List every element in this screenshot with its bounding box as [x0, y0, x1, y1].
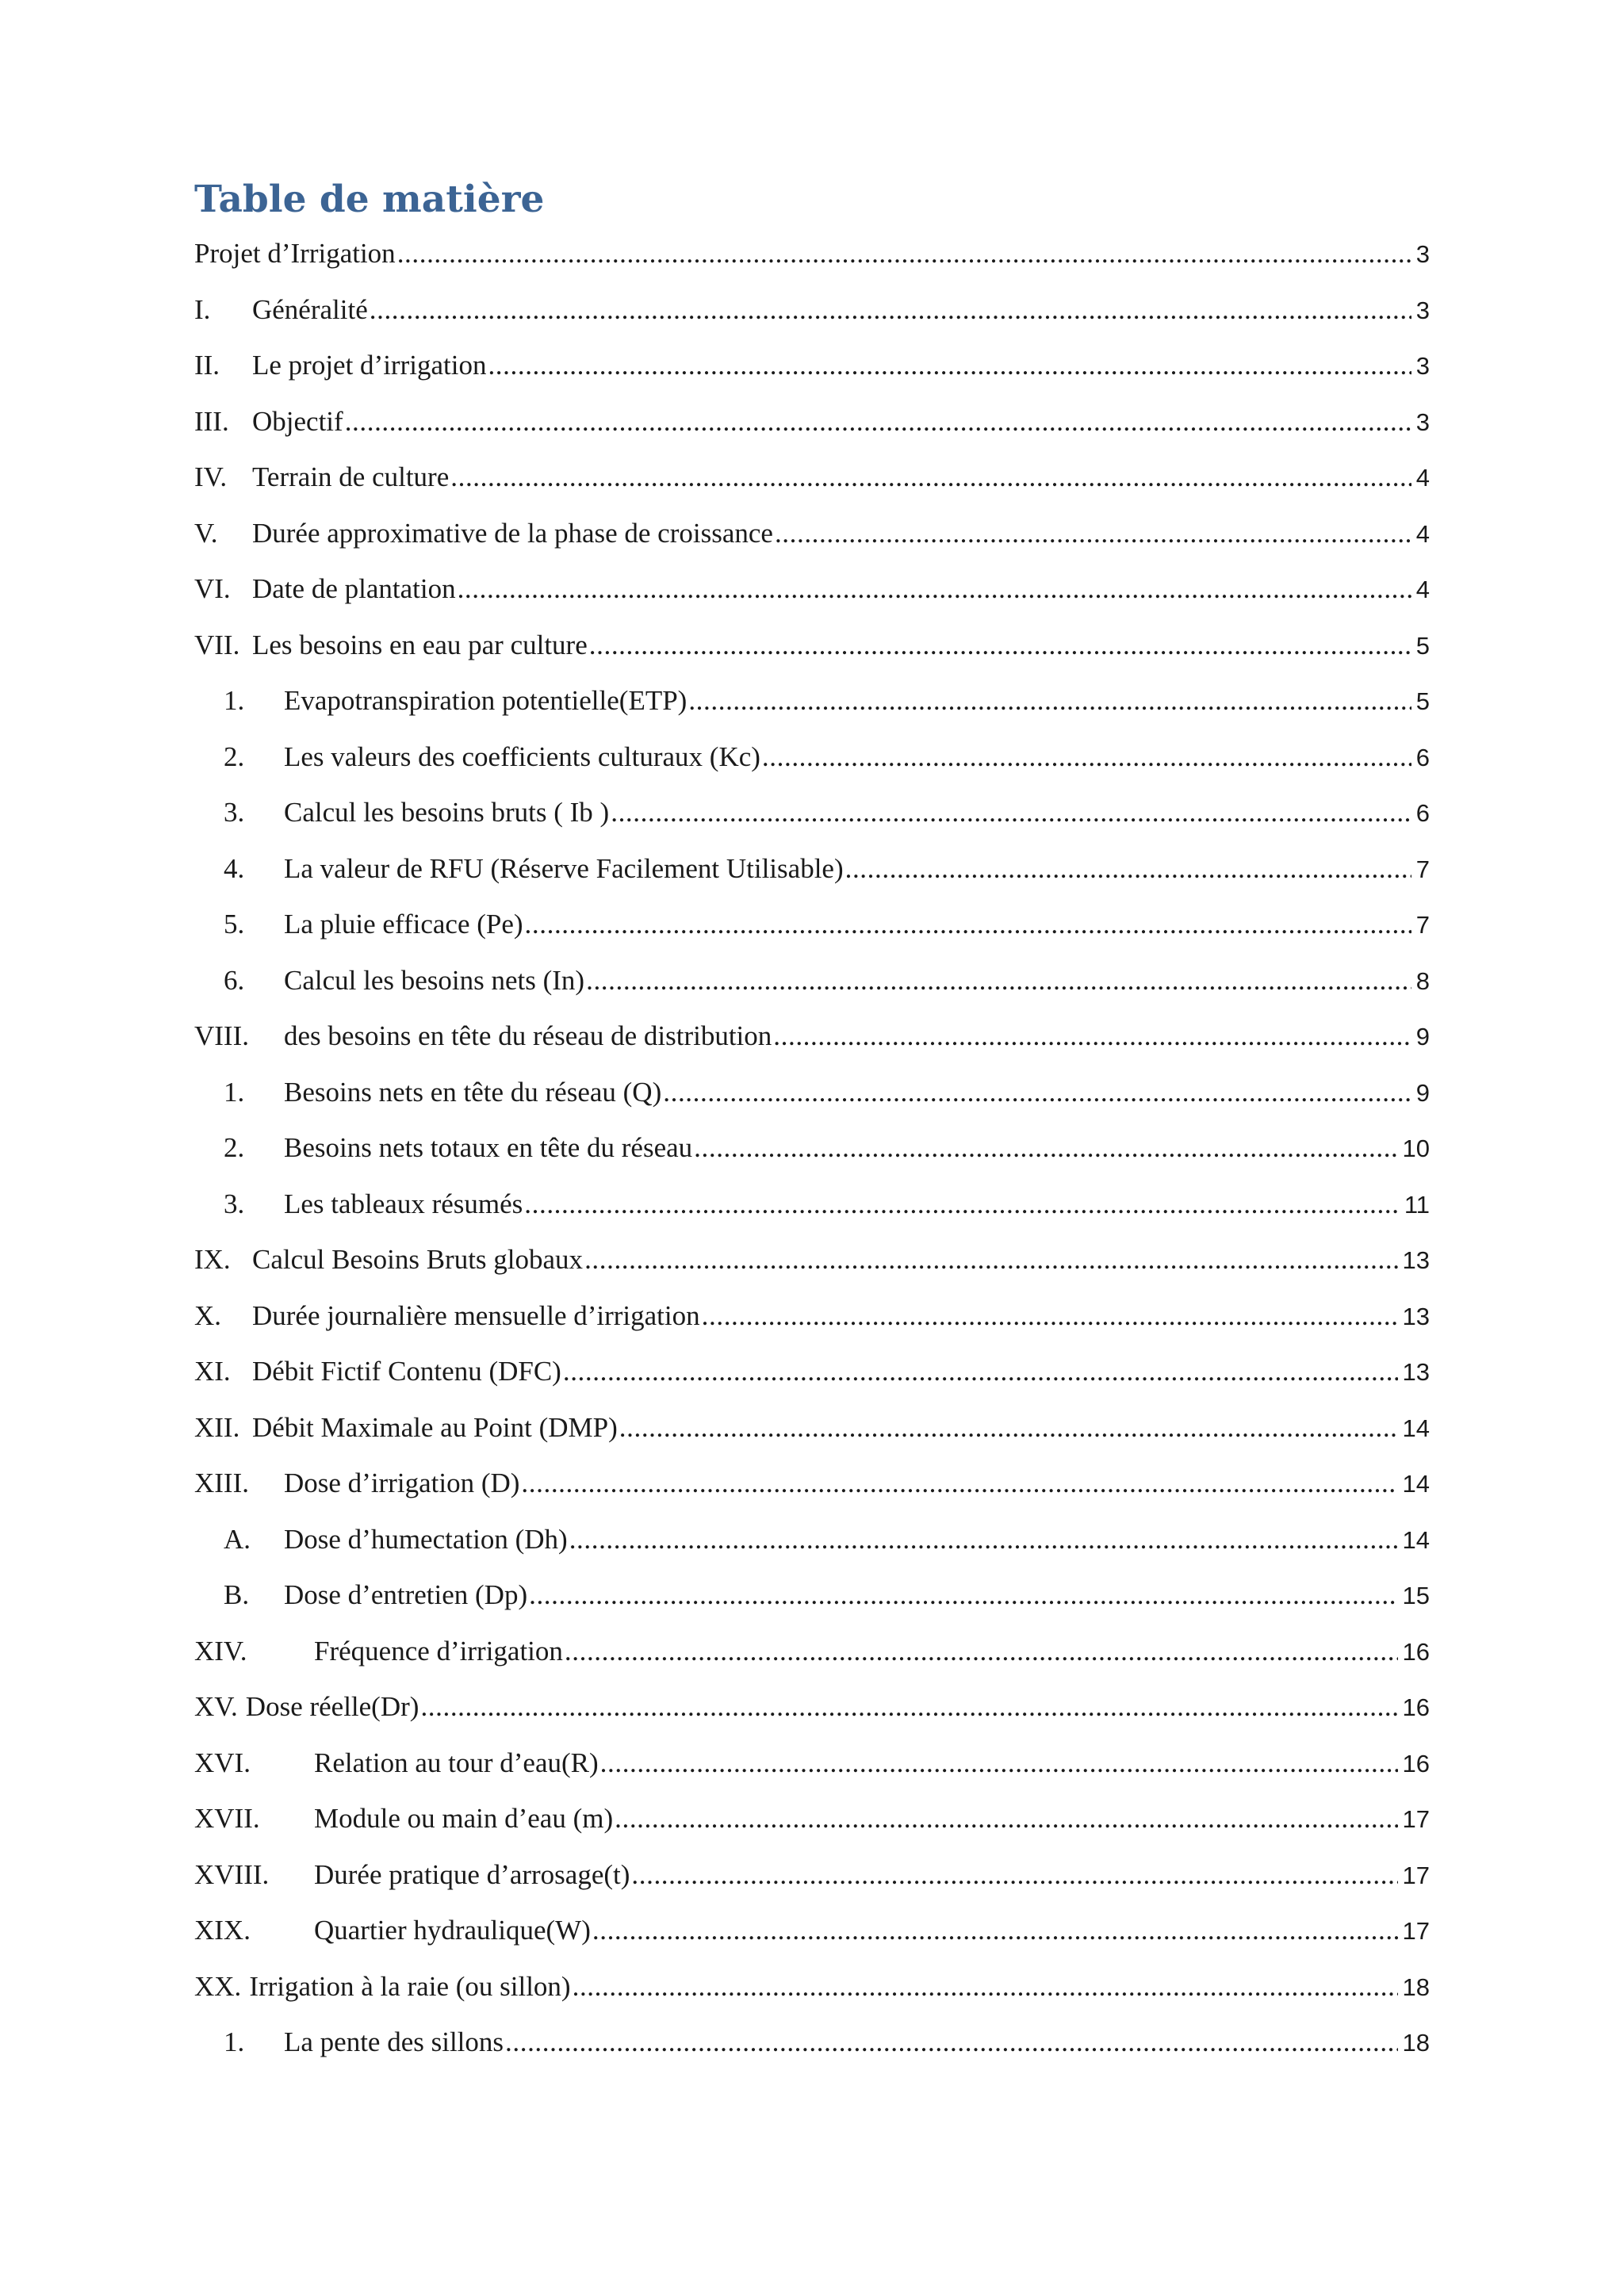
toc-entry-title: Calcul les besoins bruts ( Ib ): [284, 797, 610, 828]
toc-entry-page-number: 17: [1402, 1805, 1430, 1833]
toc-entry[interactable]: [0, 1011, 1624, 1067]
toc-entry-number: XV.: [194, 1691, 238, 1722]
toc-entry-number: 5.: [224, 909, 245, 939]
toc-entry[interactable]: [0, 899, 1624, 955]
toc-entry[interactable]: [0, 732, 1624, 788]
toc-entry-title: des besoins en tête du réseau de distribution: [284, 1020, 772, 1051]
toc-entry-page-number: 3: [1415, 240, 1430, 268]
dot-leader: [600, 1743, 1398, 1784]
toc-entry-page-number: 5: [1415, 631, 1430, 660]
toc-entry[interactable]: [0, 1570, 1624, 1626]
dot-leader: [563, 1351, 1398, 1392]
toc-entry-number: V.: [194, 517, 218, 549]
toc-entry-number: XVI.: [194, 1747, 251, 1778]
dot-leader: [619, 1407, 1398, 1448]
dot-leader: [663, 1072, 1411, 1113]
toc-entry-title: Objectif: [252, 405, 343, 437]
toc-entry-number: XVIII.: [194, 1858, 270, 1890]
toc-entry-number: VIII.: [194, 1020, 249, 1051]
toc-entry-page-number: 3: [1415, 408, 1430, 436]
toc-entry-title: Durée journalière mensuelle d’irrigation: [252, 1299, 700, 1331]
toc-entry-title: Besoins nets en tête du réseau (Q): [284, 1076, 662, 1108]
toc-entry-page-number: 9: [1415, 1023, 1430, 1050]
toc-entry[interactable]: [0, 1626, 1624, 1682]
toc-entry-number: XIX.: [194, 1915, 251, 1946]
toc-entry[interactable]: [0, 2017, 1624, 2073]
dot-leader: [611, 792, 1411, 833]
toc-entry-title: La pente des sillons: [284, 2026, 504, 2057]
toc-entry-title: Quartier hydraulique(W): [314, 1915, 591, 1946]
toc-entry-title: Généralité: [252, 293, 368, 325]
dot-leader: [345, 401, 1411, 442]
toc-entry-title: Relation au tour d’eau(R): [314, 1747, 599, 1778]
toc-entry-page-number: 9: [1415, 1078, 1430, 1107]
toc-entry-number: XIII.: [194, 1468, 249, 1498]
dot-leader: [524, 1184, 1400, 1225]
toc-entry-title: Les besoins en eau par culture: [252, 629, 588, 660]
dot-leader: [420, 1686, 1397, 1728]
toc-entry-title: Projet d’Irrigation: [194, 238, 396, 269]
toc-entry-page-number: 14: [1402, 1470, 1430, 1498]
dot-leader: [521, 1463, 1397, 1504]
toc-entry-title: Débit Fictif Contenu (DFC): [252, 1356, 561, 1387]
toc-entry-page-number: 3: [1415, 352, 1430, 380]
toc-entry-title: Dose d’irrigation (D): [284, 1468, 520, 1498]
dot-leader: [573, 1966, 1398, 2007]
toc-entry-title: Fréquence d’irrigation: [314, 1635, 563, 1667]
toc-entry-number: XVII.: [194, 1803, 260, 1834]
dot-leader: [569, 1519, 1398, 1560]
toc-entry[interactable]: [0, 228, 1624, 285]
toc-entry[interactable]: [0, 1514, 1624, 1571]
toc-entry[interactable]: [0, 1234, 1624, 1291]
toc-entry-title: Date de plantation: [252, 573, 456, 604]
toc-entry[interactable]: [0, 955, 1624, 1012]
toc-entry-number: 6.: [224, 964, 245, 996]
toc-entry-number: VI.: [194, 573, 231, 604]
toc-entry[interactable]: [0, 396, 1624, 453]
dot-leader: [525, 904, 1411, 945]
toc-entry[interactable]: [0, 1793, 1624, 1850]
dot-leader: [458, 568, 1411, 610]
toc-entry-page-number: 17: [1402, 1917, 1430, 1945]
toc-entry-number: XX.: [194, 1970, 242, 2002]
dot-leader: [370, 289, 1411, 331]
toc-entry-page-number: 18: [1402, 2029, 1430, 2057]
toc-entry-page-number: 17: [1402, 1861, 1430, 1889]
toc-entry[interactable]: [0, 508, 1624, 564]
toc-entry-number: X.: [194, 1299, 222, 1331]
dot-leader: [845, 848, 1411, 890]
toc-entry-number: VII.: [194, 629, 240, 660]
toc-entry[interactable]: [0, 1850, 1624, 1906]
toc-entry-title: Les tableaux résumés: [284, 1188, 523, 1219]
toc-entry-number: XIV.: [194, 1635, 247, 1667]
toc-entry[interactable]: [0, 1291, 1624, 1347]
toc-entry-page-number: 14: [1402, 1414, 1430, 1442]
dot-leader: [615, 1798, 1397, 1839]
toc-entry-title: Dose d’entretien (Dp): [284, 1579, 528, 1610]
toc-entry-title: Irrigation à la raie (ou sillon): [249, 1970, 571, 2002]
toc-entry-page-number: 4: [1415, 464, 1430, 492]
toc-entry-title: La pluie efficace (Pe): [284, 909, 523, 939]
toc-entry[interactable]: [0, 1179, 1624, 1235]
toc-list: [0, 228, 1624, 2073]
toc-entry-page-number: 3: [1415, 296, 1430, 324]
dot-leader: [775, 513, 1411, 554]
toc-entry-page-number: 16: [1402, 1693, 1430, 1721]
toc-entry-number: 1.: [224, 2026, 245, 2057]
toc-entry[interactable]: [0, 1458, 1624, 1514]
dot-leader: [529, 1575, 1397, 1616]
toc-entry-number: XI.: [194, 1356, 231, 1387]
toc-entry-number: 3.: [224, 1188, 245, 1219]
toc-entry-title: Module ou main d’eau (m): [314, 1803, 614, 1834]
toc-entry-page-number: 5: [1415, 687, 1430, 715]
toc-entry-page-number: 7: [1415, 855, 1430, 883]
dot-leader: [694, 1127, 1397, 1169]
toc-entry[interactable]: [0, 452, 1624, 508]
toc-entry-title: Dose d’humectation (Dh): [284, 1523, 568, 1555]
toc-entry-page-number: 16: [1402, 1637, 1430, 1666]
dot-leader: [450, 457, 1411, 498]
toc-entry-number: 4.: [224, 852, 245, 884]
dot-leader: [397, 233, 1411, 274]
toc-entry-page-number: 8: [1415, 966, 1430, 995]
toc-entry[interactable]: [0, 564, 1624, 620]
dot-leader: [584, 1239, 1397, 1280]
toc-entry-number: 2.: [224, 740, 245, 772]
toc-entry[interactable]: [0, 620, 1624, 676]
toc-entry[interactable]: [0, 1123, 1624, 1179]
toc-entry-page-number: 18: [1402, 1973, 1430, 2001]
toc-entry[interactable]: [0, 787, 1624, 844]
toc-entry-page-number: 11: [1404, 1190, 1430, 1219]
toc-entry-title: Calcul Besoins Bruts globaux: [252, 1244, 584, 1275]
toc-entry-number: A.: [224, 1523, 251, 1555]
toc-entry-page-number: 4: [1415, 519, 1430, 548]
toc-entry-page-number: 14: [1402, 1525, 1430, 1554]
toc-entry-title: Calcul les besoins nets (In): [284, 964, 585, 996]
toc-entry-page-number: 15: [1402, 1582, 1430, 1609]
dot-leader: [586, 960, 1411, 1001]
toc-entry-title: Les valeurs des coefficients culturaux (Kc): [284, 740, 760, 772]
toc-entry-page-number: 4: [1415, 576, 1430, 603]
toc-entry-number: 1.: [224, 685, 245, 716]
toc-entry-page-number: 13: [1402, 1246, 1430, 1274]
dot-leader: [565, 1631, 1398, 1672]
dot-leader: [688, 680, 1411, 721]
toc-entry-title: Terrain de culture: [252, 461, 450, 492]
toc-entry-page-number: 16: [1402, 1749, 1430, 1777]
toc-entry-number: 1.: [224, 1076, 245, 1108]
toc-entry-title: Dose réelle(Dr): [245, 1691, 419, 1722]
toc-entry-title: Besoins nets totaux en tête du réseau: [284, 1132, 693, 1163]
toc-entry[interactable]: [0, 340, 1624, 396]
toc-entry-page-number: 13: [1402, 1302, 1430, 1330]
toc-entry[interactable]: [0, 1682, 1624, 1738]
toc-entry-title: Le projet d’irrigation: [252, 350, 487, 381]
toc-entry-number: 2.: [224, 1132, 245, 1163]
toc-entry-number: II.: [194, 350, 220, 381]
toc-entry-page-number: 7: [1415, 911, 1430, 939]
toc-entry-number: XII.: [194, 1411, 240, 1443]
dot-leader: [702, 1295, 1398, 1337]
toc-entry[interactable]: [0, 1961, 1624, 2018]
toc-entry[interactable]: [0, 285, 1624, 341]
toc-entry[interactable]: [0, 844, 1624, 900]
toc-entry-title: La valeur de RFU (Réserve Facilement Utilisable): [284, 852, 844, 884]
toc-entry[interactable]: [0, 1738, 1624, 1794]
dot-leader: [773, 1016, 1411, 1057]
dot-leader: [488, 345, 1411, 386]
toc-entry[interactable]: [0, 1346, 1624, 1402]
toc-entry[interactable]: [0, 1067, 1624, 1123]
dot-leader: [505, 2022, 1397, 2063]
toc-entry-number: I.: [194, 293, 211, 325]
dot-leader: [762, 737, 1411, 778]
toc-entry-number: 3.: [224, 797, 245, 828]
toc-entry-title: Débit Maximale au Point (DMP): [252, 1411, 618, 1443]
toc-entry-number: III.: [194, 405, 229, 437]
toc-entry-page-number: 6: [1415, 799, 1430, 827]
toc-entry-number: IX.: [194, 1244, 231, 1275]
dot-leader: [592, 1910, 1398, 1951]
toc-title: Table de matière: [194, 178, 545, 221]
toc-entry-title: Durée approximative de la phase de croissance: [252, 517, 773, 549]
toc-entry-page-number: 13: [1402, 1358, 1430, 1386]
toc-entry-page-number: 6: [1415, 743, 1430, 771]
toc-entry-number: B.: [224, 1579, 250, 1610]
toc-entry[interactable]: [0, 675, 1624, 732]
dot-leader: [631, 1854, 1397, 1896]
toc-entry-title: Durée pratique d’arrosage(t): [314, 1858, 630, 1890]
toc-entry[interactable]: [0, 1402, 1624, 1459]
toc-entry-number: IV.: [194, 461, 228, 492]
toc-entry[interactable]: [0, 1905, 1624, 1961]
toc-entry-page-number: 10: [1402, 1135, 1430, 1162]
dot-leader: [589, 625, 1411, 666]
toc-entry-title: Evapotranspiration potentielle(ETP): [284, 685, 688, 716]
